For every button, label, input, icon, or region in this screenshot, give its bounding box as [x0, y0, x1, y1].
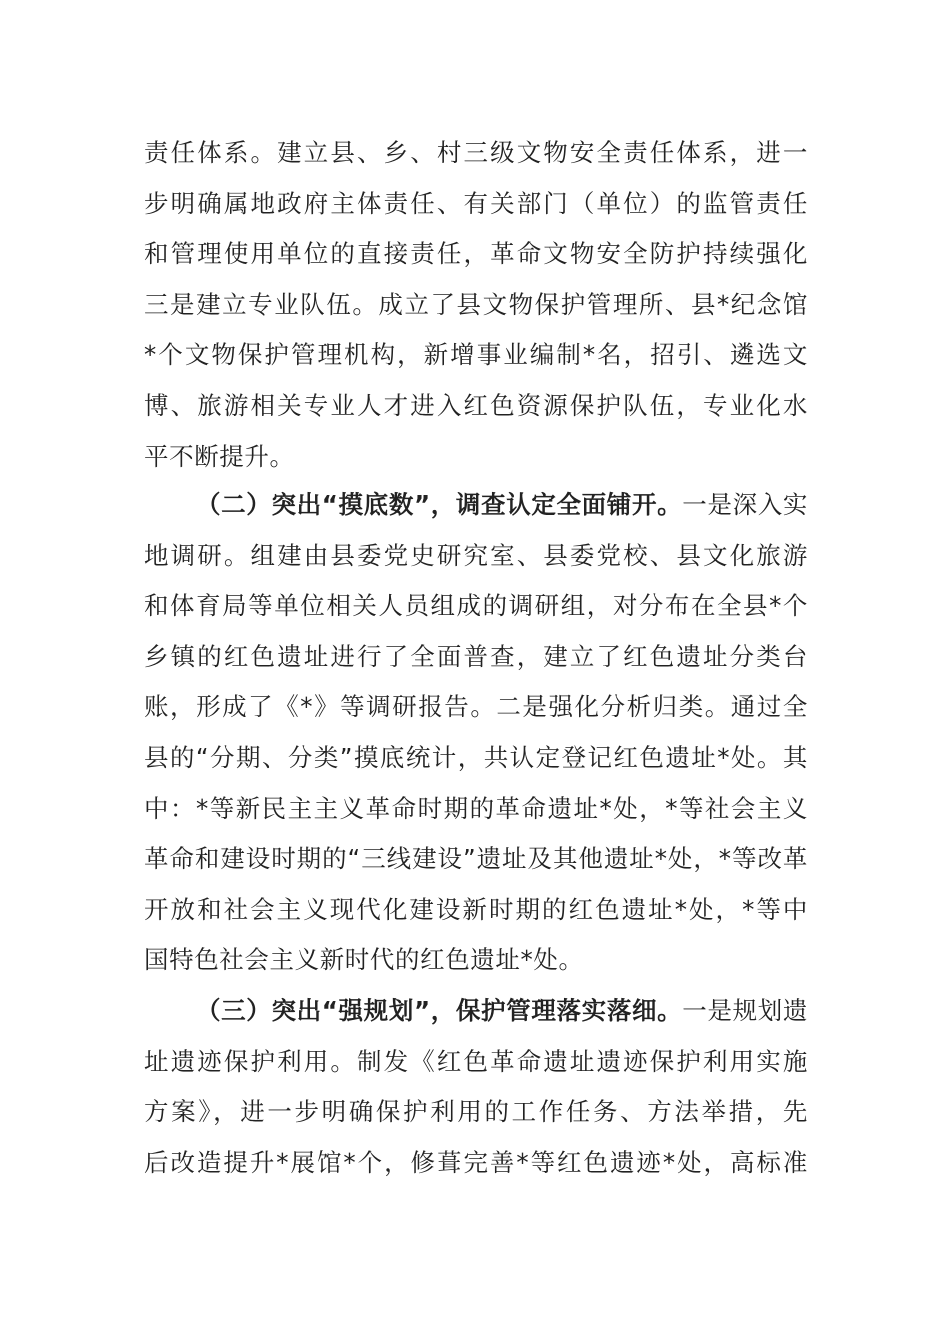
text-line: 责任体系。建立县、乡、村三级文物安全责任体系，进一 [144, 138, 808, 167]
text-line: 和体育局等单位相关人员组成的调研组，对分布在全县*个 [144, 591, 808, 621]
text-line: 中：*等新民主主义革命时期的革命遗址*处，*等社会主义 [144, 793, 808, 823]
section-first-line [144, 986, 808, 1037]
paragraph-planning [144, 986, 808, 1188]
text-line: 开放和社会主义现代化建设新时期的红色遗址*处，*等中 [144, 894, 808, 924]
paragraph-survey [144, 480, 808, 986]
paragraph-responsibility-system [144, 128, 808, 482]
text-line: *个文物保护管理机构，新增事业编制*名，招引、遴选文 [144, 340, 808, 370]
text-line: 后改造提升*展馆*个，修葺完善*等红色遗迹*处，高标准 [144, 1147, 808, 1177]
text-line: 址遗迹保护利用。制发《红色革命遗址遗迹保护利用实施 [144, 1046, 808, 1076]
text-line: 乡镇的红色遗址进行了全面普查，建立了红色遗址分类台 [144, 641, 808, 671]
text-line: 地调研。组建由县委党史研究室、县委党校、县文化旅游 [144, 540, 808, 570]
text-line: 账，形成了《*》等调研报告。二是强化分析归类。通过全 [144, 692, 808, 722]
text-line: 博、旅游相关专业人才进入红色资源保护队伍，专业化水 [144, 390, 808, 420]
section-first-line [144, 480, 808, 531]
section-heading-2: （二）突出“摸底数”，调查认定全面铺开。 [196, 490, 683, 519]
section-heading-3: （三）突出“强规划”，保护管理落实落细。 [196, 996, 683, 1025]
text-line: 平不断提升。 [144, 441, 295, 471]
text-line: 革命和建设时期的“三线建设”遗址及其他遗址*处，*等改革 [144, 844, 808, 874]
text-line: 县的“分期、分类”摸底统计，共认定登记红色遗址*处。其 [144, 742, 808, 772]
section-first-line-text: 一是规划遗 [682, 996, 808, 1025]
section-first-line-text: 一是深入实 [682, 490, 808, 519]
text-line: 方案》，进一步明确保护利用的工作任务、方法举措，先 [144, 1097, 808, 1127]
text-line: 三是建立专业队伍。成立了县文物保护管理所、县*纪念馆 [144, 289, 808, 319]
text-line: 和管理使用单位的直接责任，革命文物安全防护持续强化 [144, 239, 808, 269]
text-line: 步明确属地政府主体责任、有关部门（单位）的监管责任 [144, 188, 808, 218]
text-line: 国特色社会主义新时代的红色遗址*处。 [144, 945, 584, 975]
